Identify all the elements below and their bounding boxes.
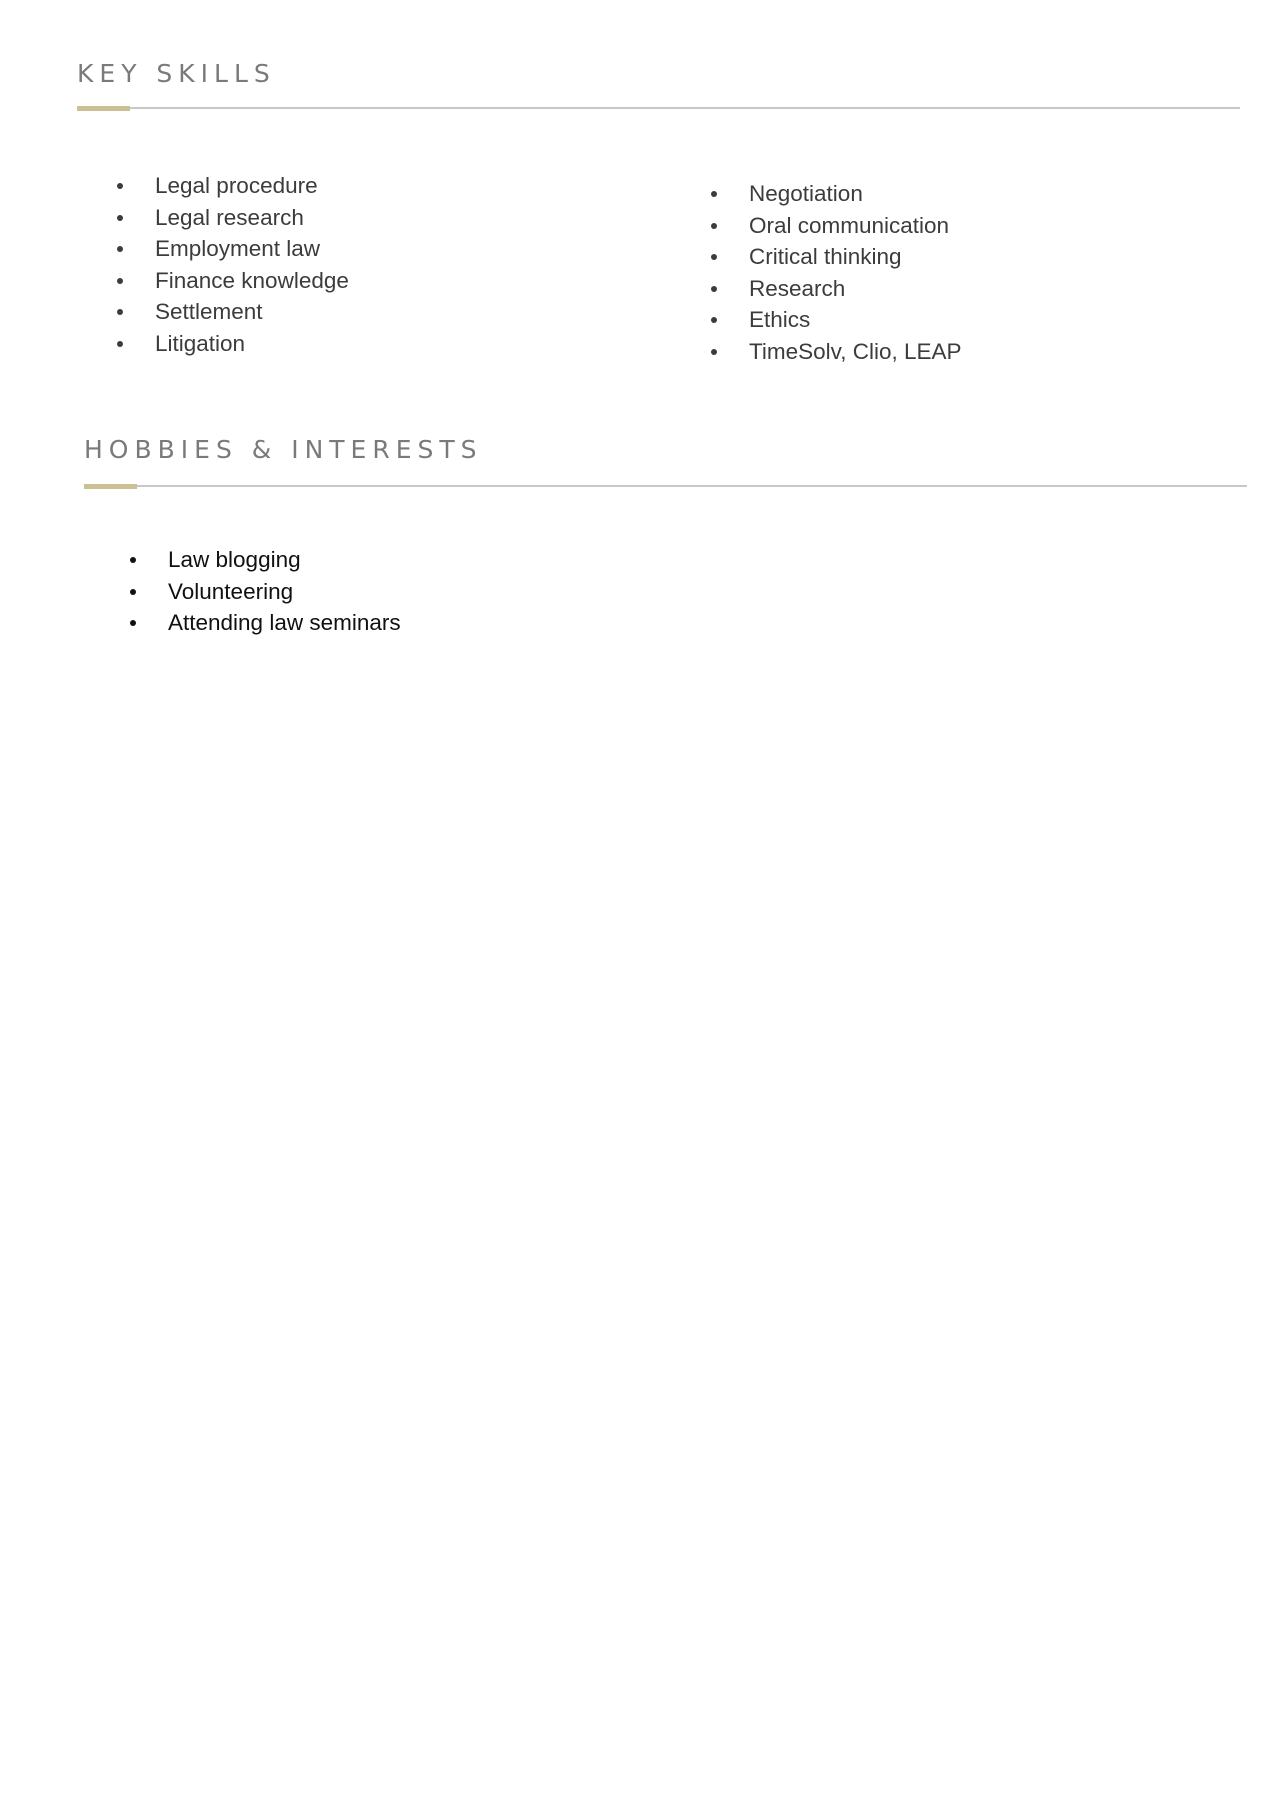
- list-item: [117, 296, 349, 328]
- list-item: [711, 241, 962, 273]
- list-item: [130, 544, 401, 576]
- skill-label: Employment law: [155, 236, 321, 262]
- bullet-icon: [711, 254, 717, 260]
- hobbies-divider: [84, 485, 1247, 487]
- list-item: [711, 178, 962, 210]
- list-item: [711, 336, 962, 368]
- hobbies-heading: HOBBIES & INTERESTS: [84, 435, 483, 464]
- skill-label: Settlement: [155, 299, 263, 325]
- skill-label: Oral communication: [749, 212, 950, 238]
- bullet-icon: [711, 223, 717, 229]
- bullet-icon: [130, 557, 136, 563]
- list-item: [117, 328, 349, 360]
- bullet-icon: [117, 183, 123, 189]
- bullet-icon: [711, 349, 717, 355]
- hobbies-list: [130, 544, 401, 639]
- key-skills-heading: KEY SKILLS: [77, 59, 276, 88]
- skill-label: Critical thinking: [749, 244, 902, 270]
- list-item: [117, 202, 349, 234]
- bullet-icon: [711, 286, 717, 292]
- bullet-icon: [117, 246, 123, 252]
- bullet-icon: [117, 215, 123, 221]
- bullet-icon: [711, 317, 717, 323]
- list-item: [130, 607, 401, 639]
- skill-label: Research: [749, 275, 846, 301]
- bullet-icon: [117, 278, 123, 284]
- skill-label: Negotiation: [749, 181, 863, 206]
- bullet-icon: [117, 341, 123, 347]
- list-item: [117, 233, 349, 265]
- skill-label: Legal procedure: [155, 173, 318, 198]
- hobby-label: Attending law seminars: [168, 610, 401, 636]
- hobby-label: Volunteering: [168, 578, 294, 604]
- list-item: [117, 265, 349, 297]
- hobby-label: Law blogging: [168, 547, 301, 572]
- skill-label: Legal research: [155, 204, 304, 230]
- bullet-icon: [711, 191, 717, 197]
- skill-label: Litigation: [155, 330, 246, 356]
- list-item: [711, 304, 962, 336]
- skill-label: Ethics: [749, 307, 811, 333]
- bullet-icon: [130, 620, 136, 626]
- key-skills-list-right: [711, 178, 962, 368]
- skill-label: Finance knowledge: [155, 267, 349, 293]
- skill-label: TimeSolv, Clio, LEAP: [749, 338, 962, 364]
- key-skills-accent-bar: [77, 106, 130, 111]
- key-skills-list-left: [117, 170, 349, 360]
- bullet-icon: [117, 309, 123, 315]
- list-item: [117, 170, 349, 202]
- bullet-icon: [130, 589, 136, 595]
- list-item: [711, 273, 962, 305]
- list-item: [130, 576, 401, 608]
- hobbies-accent-bar: [84, 484, 137, 489]
- list-item: [711, 210, 962, 242]
- key-skills-divider: [77, 107, 1240, 109]
